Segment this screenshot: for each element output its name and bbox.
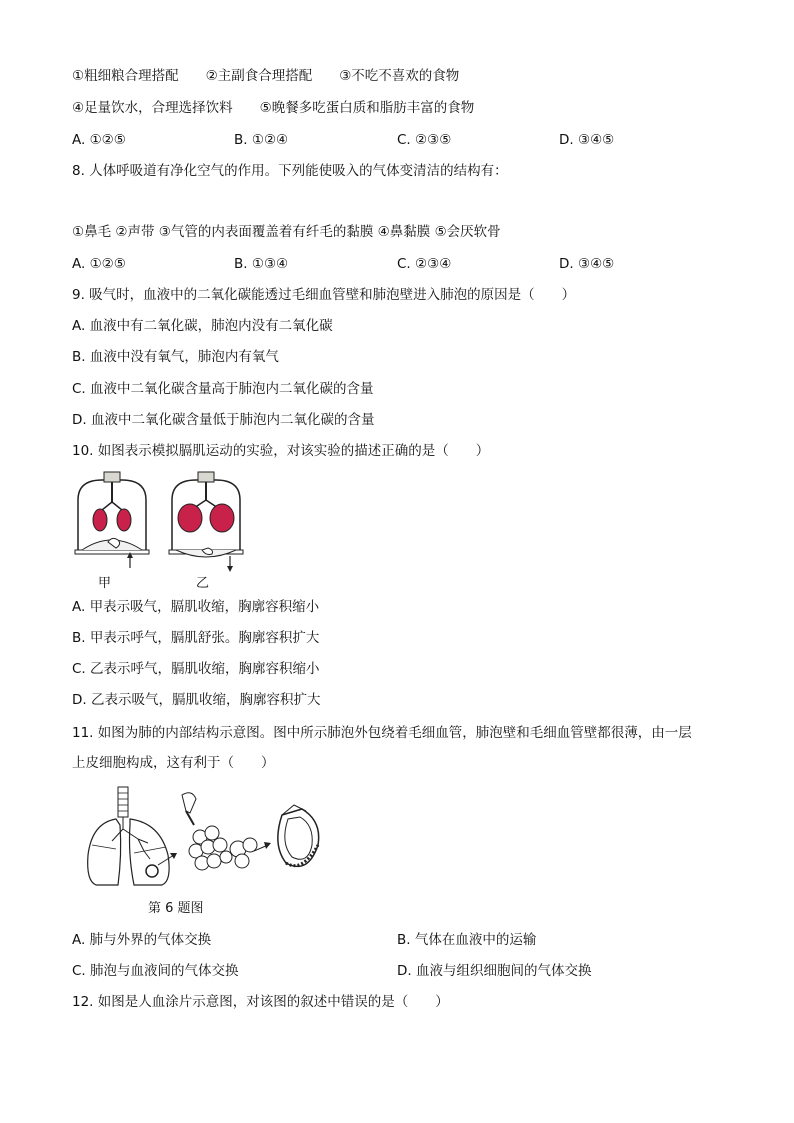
q7-line1: ①粗细粮合理搭配 ②主副食合理搭配 ③不吃不喜欢的食物	[72, 68, 460, 84]
q12-stem: 12. 如图是人血涂片示意图，对该图的叙述中错误的是（ ）	[72, 994, 449, 1010]
q11-option-c: C. 肺泡与血液间的气体交换	[72, 963, 239, 979]
label-yi: 乙	[196, 576, 210, 591]
q9-stem: 9. 吸气时，血液中的二氧化碳能透过毛细血管壁和肺泡壁进入肺泡的原因是（ ）	[72, 287, 576, 303]
q10-stem: 10. 如图表示模拟膈肌运动的实验，对该实验的描述正确的是（ ）	[72, 443, 490, 459]
q10-option-d: D. 乙表示吸气，膈肌收缩，胸廓容积扩大	[72, 692, 321, 708]
q9-option-c: C. 血液中二氧化碳含量高于肺泡内二氧化碳的含量	[72, 381, 374, 397]
alveolus-detail	[278, 805, 319, 866]
q11-stem-line2: 上皮细胞构成，这有利于（ ）	[72, 755, 275, 771]
q9-option-a: A. 血液中有二氧化碳，肺泡内没有二氧化碳	[72, 318, 333, 334]
lung-structure-figure	[82, 785, 322, 897]
q8-items: ①鼻毛 ②声带 ③气管的内表面覆盖着有纤毛的黏膜 ④鼻黏膜 ⑤会厌软骨	[72, 224, 501, 240]
lungs-outline	[88, 787, 177, 885]
q8-stem: 8. 人体呼吸道有净化空气的作用。下列能使吸入的气体变清洁的结构有：	[72, 163, 508, 179]
q8-option-d: D. ③④⑤	[559, 256, 615, 272]
q11-option-b: B. 气体在血液中的运输	[397, 932, 537, 948]
q9-option-b: B. 血液中没有氧气，肺泡内有氧气	[72, 349, 279, 365]
q9-option-d: D. 血液中二氧化碳含量低于肺泡内二氧化碳的含量	[72, 412, 375, 428]
q10-option-c: C. 乙表示呼气，膈肌收缩，胸廓容积缩小	[72, 661, 320, 677]
q10-option-b: B. 甲表示呼气，膈肌舒张。胸廓容积扩大	[72, 630, 320, 646]
q7-option-c: C. ②③⑤	[397, 132, 452, 148]
q7-option-d: D. ③④⑤	[559, 132, 615, 148]
q8-option-a: A. ①②⑤	[72, 256, 126, 272]
q10-option-a: A. 甲表示吸气，膈肌收缩，胸廓容积缩小	[72, 599, 320, 615]
figure-caption: 第 6 题图	[148, 901, 204, 916]
bell-jar-yi	[169, 472, 243, 572]
bell-jar-jia	[75, 472, 149, 568]
q7-line2: ④足量饮水，合理选择饮料 ⑤晚餐多吃蛋白质和脂肪丰富的食物	[72, 100, 475, 116]
q11-stem-line1: 11. 如图为肺的内部结构示意图。图中所示肺泡外包绕着毛细血管，肺泡壁和毛细血管壁都很薄，由一层	[72, 725, 692, 741]
q11-option-a: A. 肺与外界的气体交换	[72, 932, 212, 948]
alveoli-cluster	[182, 793, 271, 870]
q8-option-c: C. ②③④	[397, 256, 452, 272]
q7-option-a: A. ①②⑤	[72, 132, 126, 148]
q11-option-d: D. 血液与组织细胞间的气体交换	[397, 963, 592, 979]
label-jia: 甲	[98, 576, 112, 591]
q8-option-b: B. ①③④	[234, 256, 289, 272]
q7-option-b: B. ①②④	[234, 132, 289, 148]
